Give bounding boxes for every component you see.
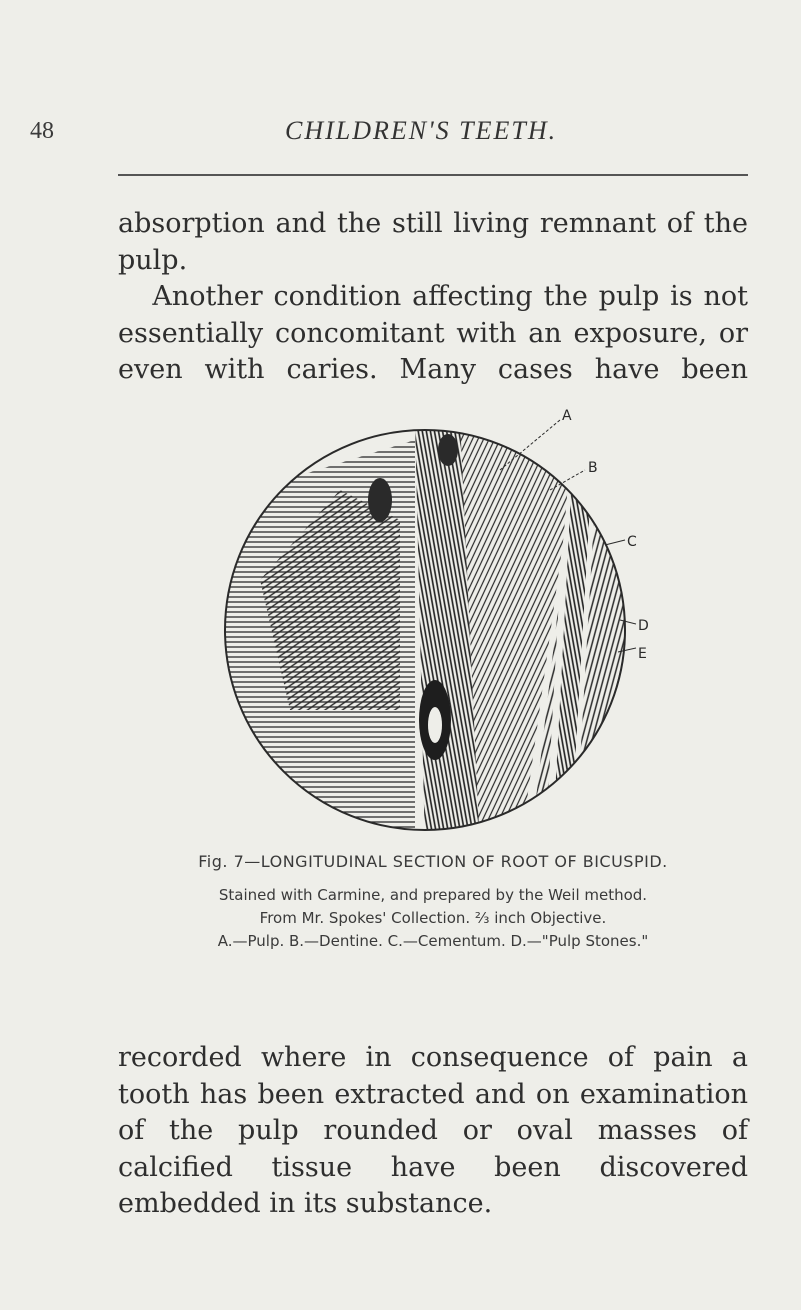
figure-illustration <box>200 380 670 850</box>
label-e: E <box>638 646 647 662</box>
figure-caption-title: Fig. 7—LONGITUDINAL SECTION OF ROOT OF BICUSPID. <box>198 852 668 871</box>
bicuspid-section-illustration <box>200 380 670 850</box>
figure-caption-line: From Mr. Spokes' Collection. ⅔ inch Objective. <box>259 909 607 927</box>
label-b: B <box>588 460 598 476</box>
paragraph: Another condition affecting the pulp is not essentially concomitant with an exposure, or even with caries. Many cases have been <box>118 281 748 385</box>
paragraph-line: pulp. <box>118 244 188 276</box>
text-block-bottom <box>118 1040 748 1223</box>
paragraph: recorded where in consequence of pain a tooth has been extracted and on examination of the pulp rounded or oval masses of calcified tissue have been discovered embedded in its substance. <box>118 1042 748 1219</box>
header-rule <box>118 174 748 176</box>
label-a: A <box>562 408 572 424</box>
text-block-top <box>118 206 748 389</box>
page-number: 48 <box>30 118 54 144</box>
paragraph-line: absorption and the still living remnant of the <box>118 208 748 239</box>
running-head: CHILDREN'S TEETH. <box>285 116 558 145</box>
label-c: C <box>627 534 637 550</box>
figure-caption-line: Stained with Carmine, and prepared by the Weil method. <box>218 886 648 904</box>
figure-caption-line: A.—Pulp. B.—Dentine. C.—Cementum. D.—"Pulp Stones." <box>217 932 649 950</box>
label-d: D <box>638 618 649 634</box>
